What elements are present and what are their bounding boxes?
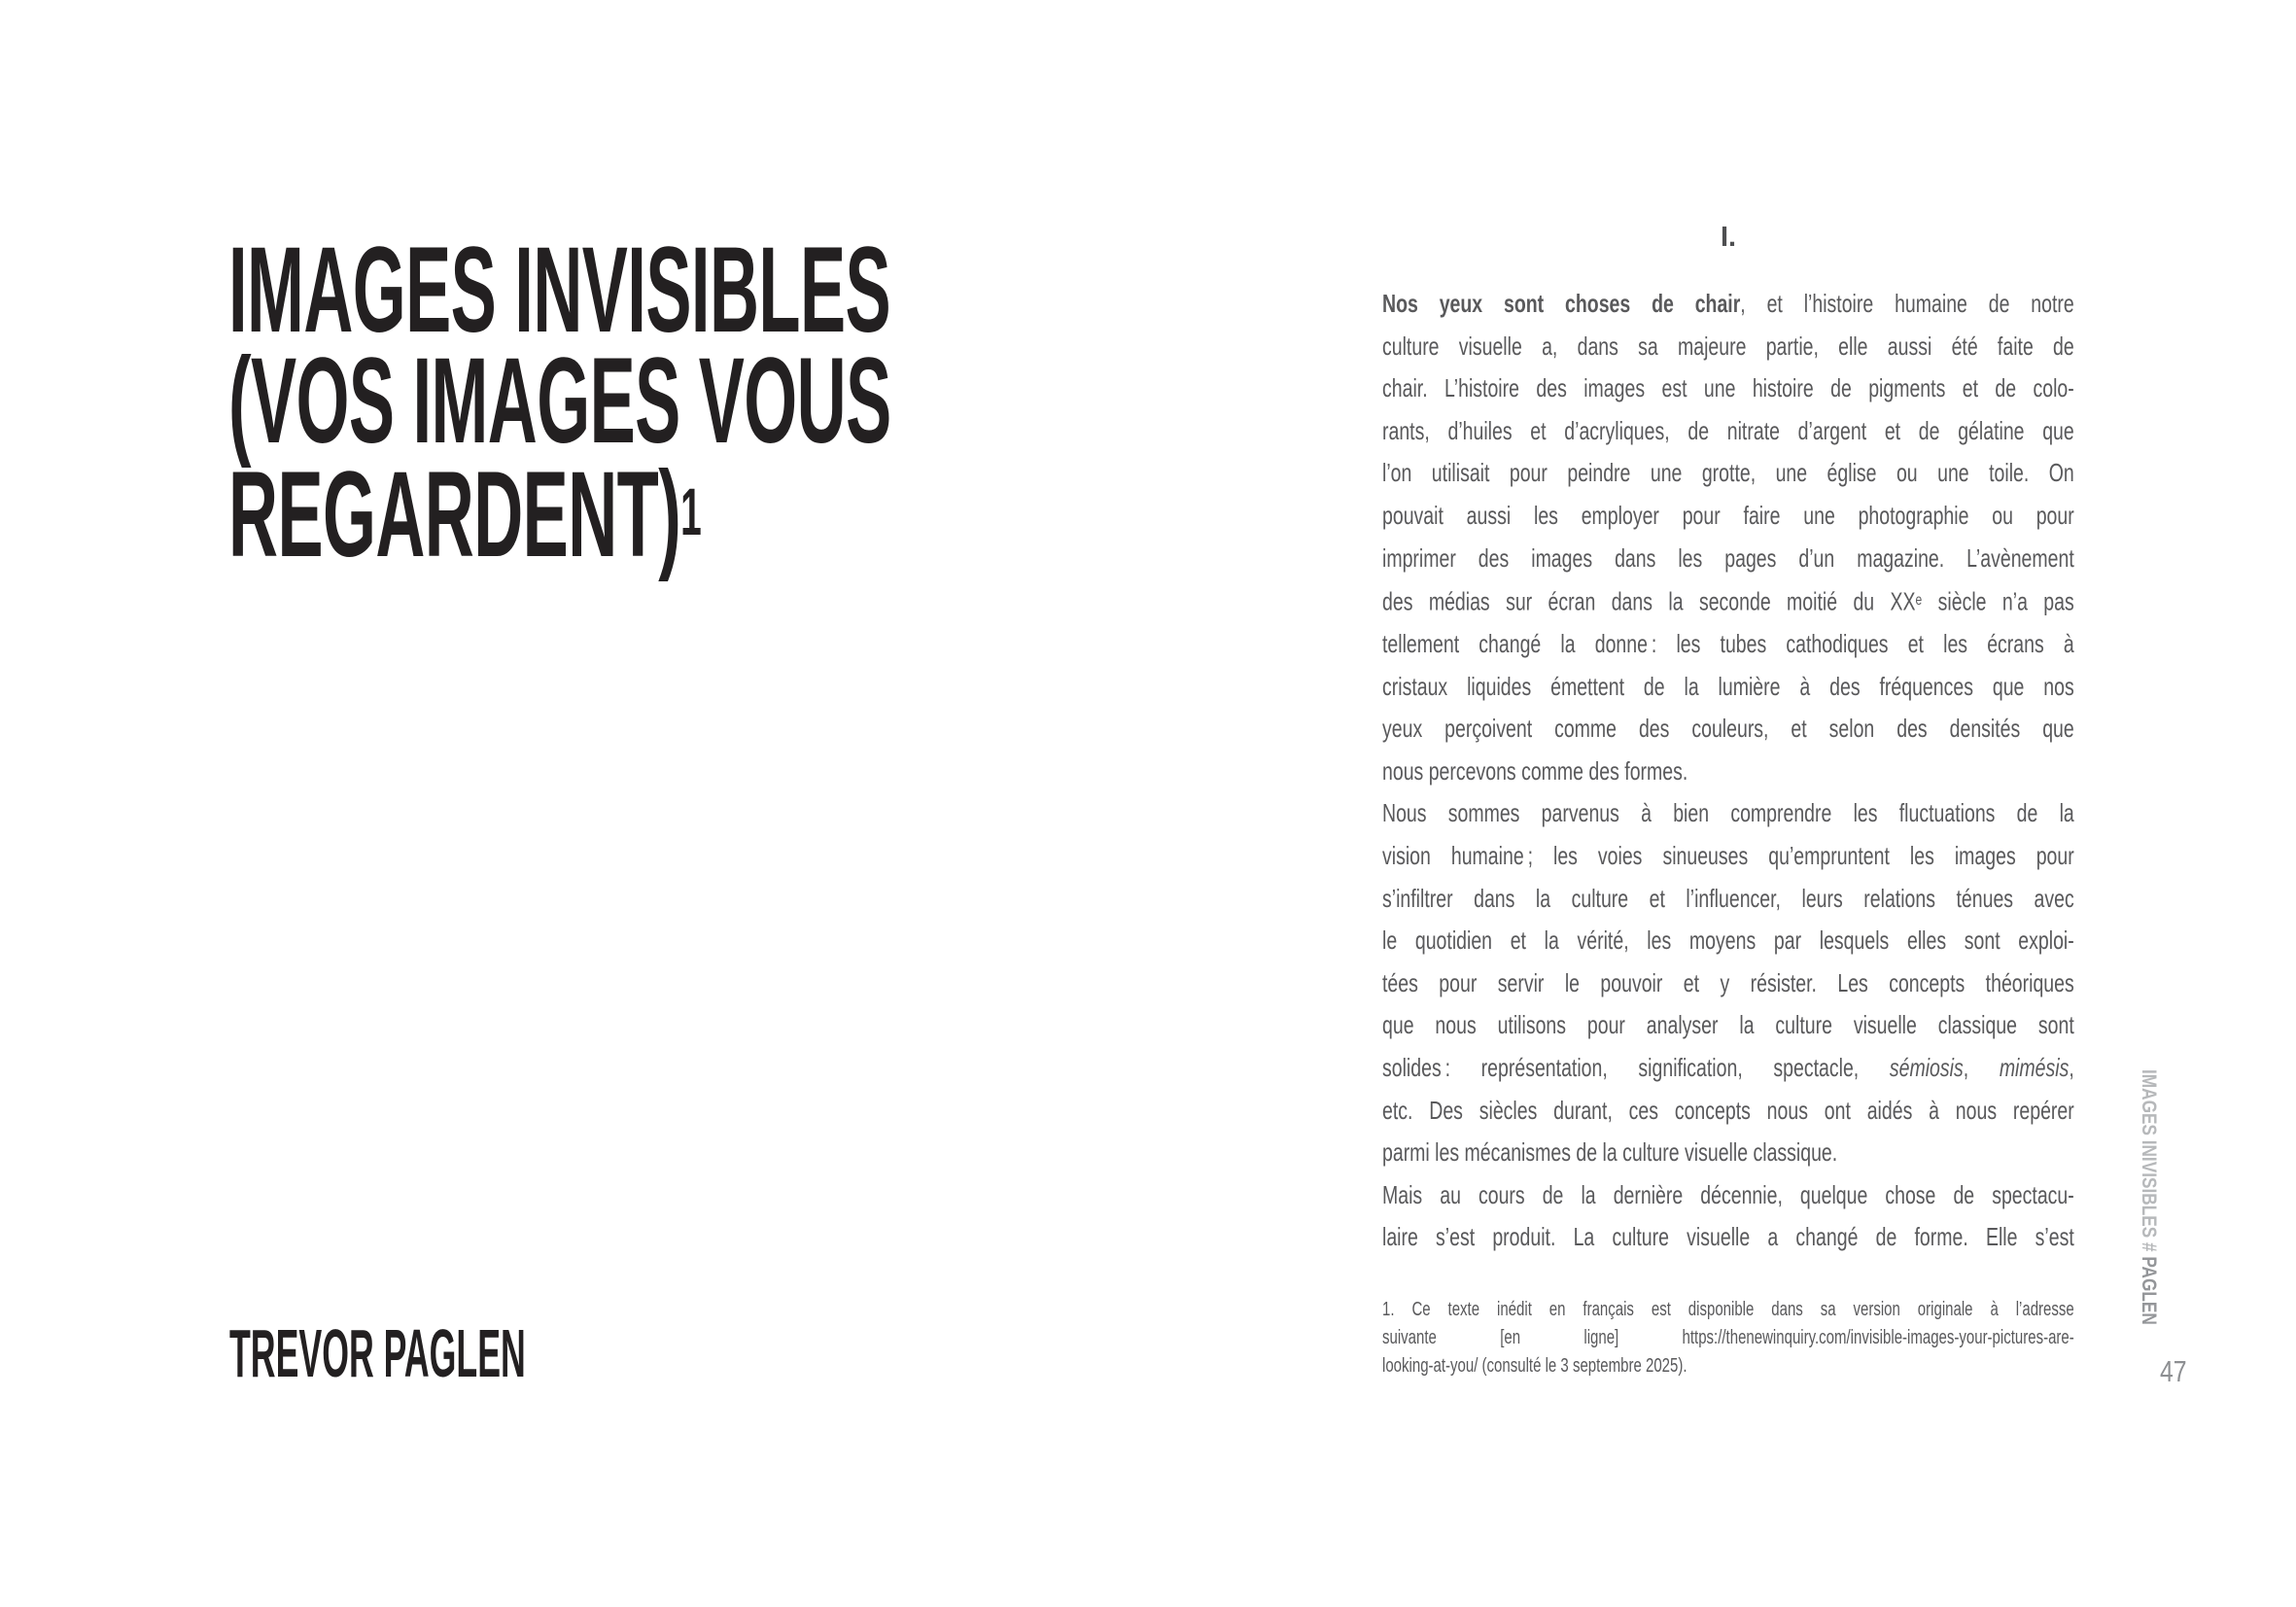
text-segment: parmi les mécanismes de la culture visuelle classique. (1382, 1137, 1838, 1168)
text-segment: sémiosis (1889, 1053, 1964, 1082)
text-segment: , (2069, 1053, 2074, 1082)
text-line (1382, 751, 2074, 793)
text-line (1382, 920, 2074, 962)
text-line (1382, 579, 2074, 623)
text-segment: e (1915, 591, 1923, 610)
text-line (1382, 410, 2074, 453)
running-head-vertical (2137, 1069, 2160, 1325)
text-line (1382, 452, 2074, 495)
text-line (1382, 835, 2074, 878)
text-line (1382, 666, 2074, 709)
text-segment: etc. Des siècles durant, ces concepts nous ont aidés à nous repérer (1382, 1095, 2074, 1125)
text-segment: vision humaine ; les voies sinueuses qu’empruntent les images pour (1382, 841, 2074, 871)
text-segment: , (1963, 1053, 2000, 1082)
text-segment: Mais au cours de la dernière décennie, quelque chose de spectacu- (1382, 1179, 2074, 1209)
text-line (1382, 1324, 2074, 1352)
text-line (1382, 962, 2074, 1005)
text-line (1382, 708, 2074, 751)
author-name: TREVOR PAGLEN (229, 1315, 526, 1391)
text-segment: culture visuelle a, dans sa majeure partie, elle aussi été faite de (1382, 331, 2074, 361)
text-segment: REGARDENT) (228, 447, 681, 582)
text-line (1382, 1296, 2074, 1324)
text-line (1382, 1216, 2074, 1259)
text-segment: tellement changé la donne : les tubes cathodiques et les écrans à (1382, 629, 2074, 659)
text-segment: suivante [en ligne] https://thenewinquiry.com/invisible-images-your-pictures-are- (1382, 1327, 2074, 1348)
page-title (228, 223, 921, 582)
text-line (1382, 1174, 2074, 1217)
text-segment: s’infiltrer dans la culture et l’influencer, leurs relations ténues avec (1382, 883, 2074, 913)
text-segment: nous percevons comme des formes. (1382, 755, 1688, 786)
running-head-series: IMAGES INIVISIBLES # (2138, 1069, 2160, 1257)
text-line (1382, 367, 2074, 410)
text-line (1382, 495, 2074, 538)
text-segment: que nous utilisons pour analyser la culture visuelle classique sont (1382, 1010, 2074, 1040)
text-line (1382, 538, 2074, 580)
text-segment: 1. Ce texte inédit en français est disponible dans sa version originale à l’adresse (1382, 1299, 2074, 1320)
text-segment: (VOS IMAGES VOUS (228, 333, 891, 469)
text-segment: IMAGES INVISIBLES (228, 223, 891, 358)
text-segment: des médias sur écran dans la seconde moitié du XX (1382, 586, 1916, 616)
text-segment: tées pour servir le pouvoir et y résister. Les concepts théoriques (1382, 967, 2074, 997)
text-segment: rants, d’huiles et d’acryliques, de nitrate d’argent et de gélatine que (1382, 415, 2074, 445)
footnote (1382, 1296, 2074, 1380)
section-heading: I. (1720, 222, 1737, 253)
text-line (1382, 878, 2074, 921)
text-segment: l’on utilisait pour peindre une grotte, une église ou une toile. On (1382, 458, 2074, 488)
text-line (1382, 1090, 2074, 1133)
text-segment: imprimer des images dans les pages d’un magazine. L’avènement (1382, 542, 2074, 573)
text-line (228, 447, 921, 582)
text-segment: 1 (680, 474, 702, 549)
text-segment: solides : représentation, signification, spectacle, (1382, 1053, 1890, 1082)
text-line (1382, 1004, 2074, 1047)
text-line (1382, 1132, 2074, 1174)
text-line (1382, 1352, 2074, 1380)
text-line (1382, 623, 2074, 666)
text-line (1382, 283, 2074, 326)
text-segment: cristaux liquides émettent de la lumière à des fréquences que nos (1382, 671, 2074, 701)
text-line (1382, 1047, 2074, 1090)
body-text-column (1382, 283, 2074, 1259)
text-line (1382, 326, 2074, 368)
text-line (228, 223, 921, 358)
text-segment: mimésis (1999, 1053, 2070, 1082)
page-number: 47 (2160, 1354, 2187, 1388)
text-segment: , et l’histoire humaine de notre (1740, 289, 2074, 318)
text-segment: siècle n’a pas (1922, 586, 2074, 616)
text-line (228, 333, 921, 469)
text-line (1382, 792, 2074, 835)
text-segment: le quotidien et la vérité, les moyens par lesquels elles sont exploi- (1382, 926, 2074, 956)
running-head-author: PAGLEN (2138, 1256, 2160, 1325)
text-segment: looking-at-you/ (consulté le 3 septembre 2025). (1382, 1355, 1687, 1377)
text-segment: Nos yeux sont choses de chair (1382, 289, 1741, 318)
text-segment: Nous sommes parvenus à bien comprendre les fluctuations de la (1382, 798, 2074, 828)
text-segment: pouvait aussi les employer pour faire une photographie ou pour (1382, 500, 2074, 530)
text-segment: chair. L’histoire des images est une histoire de pigments et de colo- (1382, 373, 2074, 403)
text-segment: laire s’est produit. La culture visuelle a changé de forme. Elle s’est (1382, 1222, 2074, 1252)
text-segment: yeux perçoivent comme des couleurs, et selon des densités que (1382, 714, 2074, 744)
